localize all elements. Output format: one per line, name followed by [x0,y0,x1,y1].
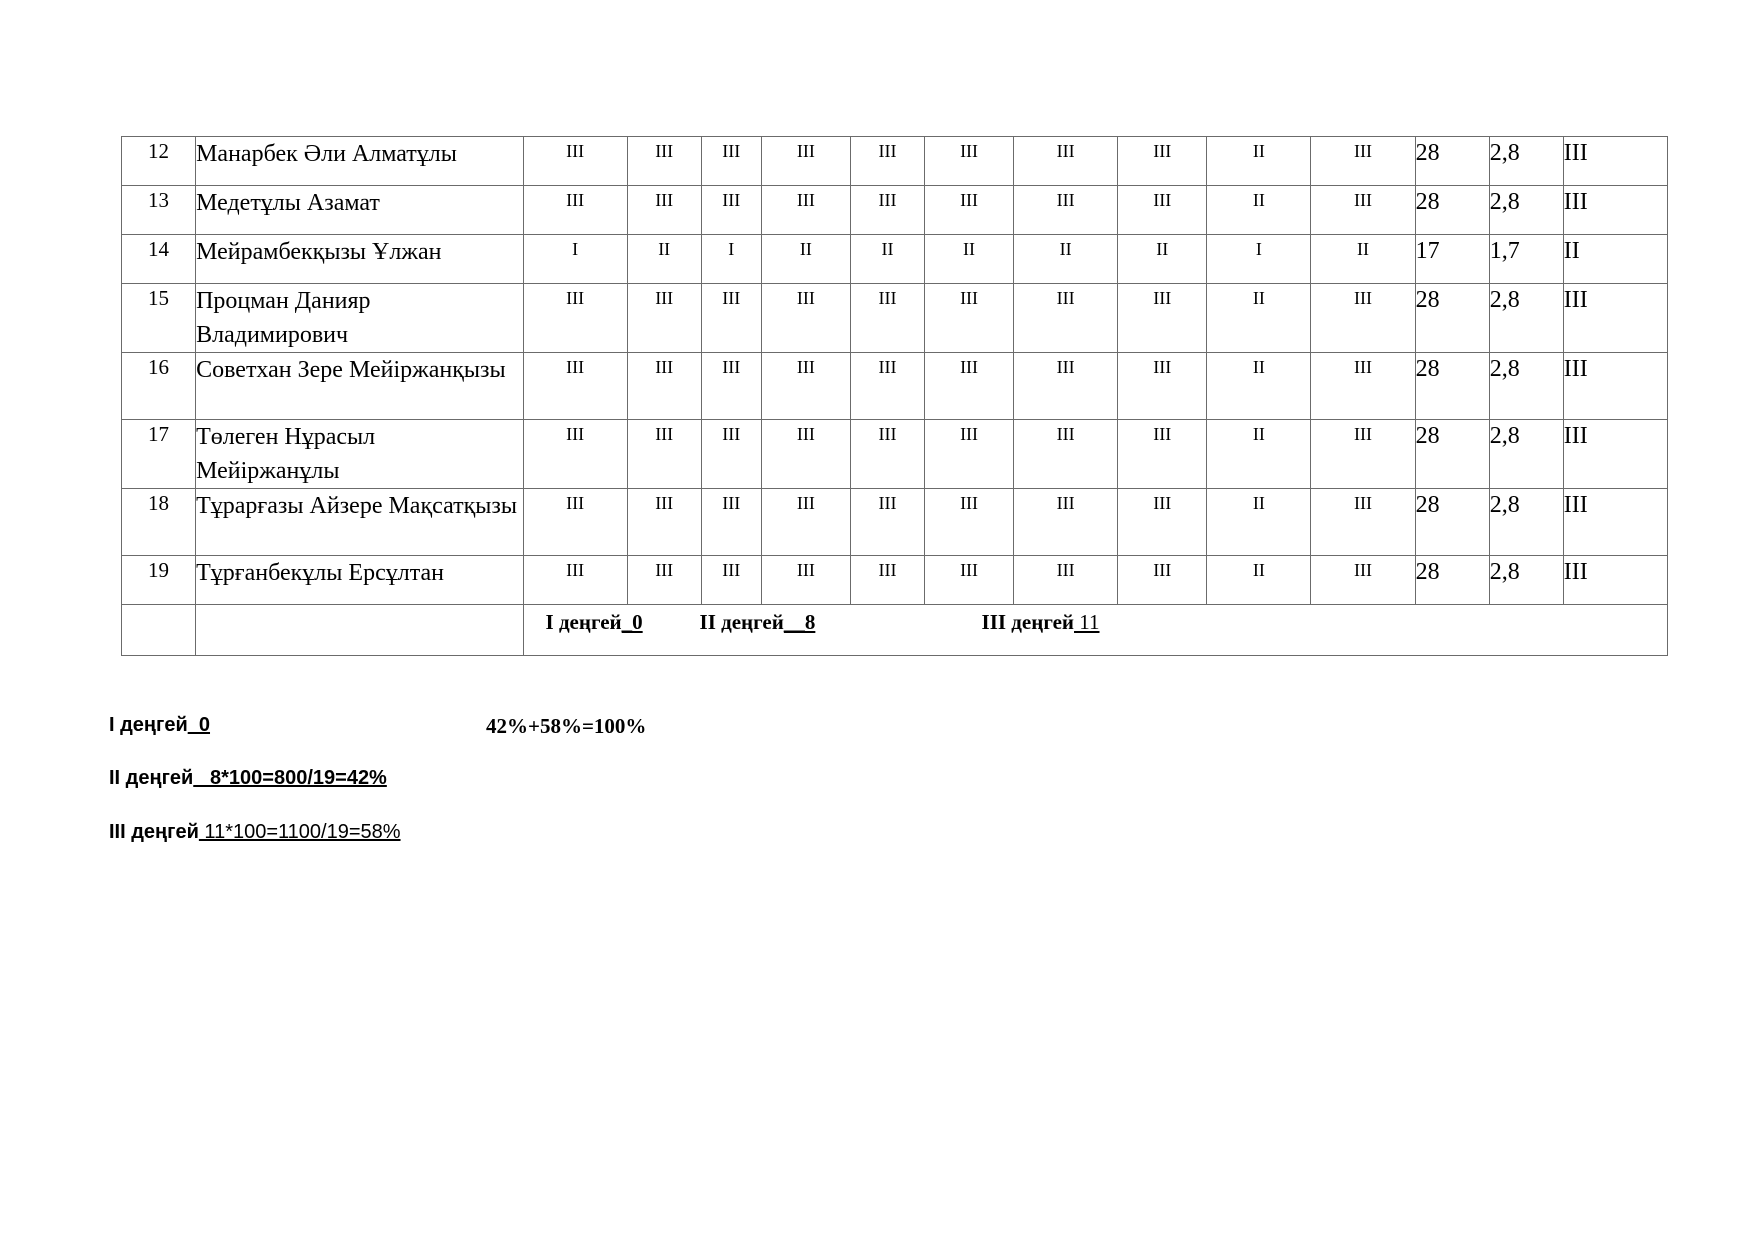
criterion-level: III [1118,556,1207,605]
total-score: 17 [1415,235,1489,284]
row-number: 18 [122,489,196,556]
grades-table [121,136,1668,656]
average-score: 2,8 [1489,556,1563,605]
final-level: III [1563,137,1667,186]
summary-cell [523,605,1667,656]
criterion-level: III [701,353,761,420]
criterion-level: II [627,235,701,284]
calc-level-3-value: 11*100=1100/19=58% [198,821,401,843]
total-score: 28 [1415,489,1489,556]
criterion-level: III [701,137,761,186]
criterion-level: III [1118,137,1207,186]
criterion-level: III [627,489,701,556]
criterion-level: II [761,235,850,284]
criterion-level: I [1207,235,1311,284]
criterion-level: III [523,186,627,235]
criterion-level: III [1311,489,1415,556]
student-name: Медетұлы Азамат [196,186,523,235]
criterion-level: III [925,489,1014,556]
average-score: 2,8 [1489,284,1563,353]
calc-level-3 [109,821,401,844]
student-name: Мейрамбекқызы Ұлжан [196,235,523,284]
criterion-level: III [701,284,761,353]
table-row [122,420,1668,489]
table-body [122,137,1668,605]
criterion-level: III [1118,353,1207,420]
calc-level-3-label: III деңгей [109,821,199,843]
criterion-level: III [701,186,761,235]
table-row [122,235,1668,284]
criterion-level: III [627,284,701,353]
criterion-level: III [627,353,701,420]
criterion-level: III [925,186,1014,235]
criterion-level: III [523,353,627,420]
criterion-level: III [761,137,850,186]
criterion-level: III [761,556,850,605]
criterion-level: III [850,353,924,420]
criterion-level: III [1014,556,1118,605]
row-number: 12 [122,137,196,186]
criterion-level: III [850,489,924,556]
calc-level-1 [109,714,210,737]
criterion-level: III [523,489,627,556]
row-number: 16 [122,353,196,420]
criterion-level: III [925,284,1014,353]
student-name: Төлеген Нұрасыл Мейіржанұлы [196,420,523,489]
average-score: 2,8 [1489,353,1563,420]
criterion-level: III [850,556,924,605]
criterion-level: III [1118,186,1207,235]
criterion-level: III [1118,420,1207,489]
criterion-level: II [1311,235,1415,284]
criterion-level: II [1207,489,1311,556]
calc-total-formula: 42%+58%=100% [486,714,647,738]
criterion-level: III [925,420,1014,489]
table-row [122,137,1668,186]
criterion-level: II [1207,420,1311,489]
student-name: Тұрарғазы Айзере Мақсатқызы [196,489,523,556]
student-name: Тұрғанбекұлы Ерсұлтан [196,556,523,605]
row-number: 17 [122,420,196,489]
final-level: III [1563,556,1667,605]
row-number: 13 [122,186,196,235]
summary-empty-cell [196,605,523,656]
criterion-level: III [1014,186,1118,235]
student-name: Манарбек Әли Алматұлы [196,137,523,186]
calc-level-1-value: _0 [187,714,211,736]
criterion-level: III [761,420,850,489]
criterion-level: III [627,137,701,186]
criterion-level: III [925,353,1014,420]
criterion-level: III [1014,420,1118,489]
criterion-level: III [1014,284,1118,353]
calc-level-2 [109,767,387,790]
criterion-level: III [1118,284,1207,353]
criterion-level: III [925,137,1014,186]
table-row [122,489,1668,556]
table-row [122,556,1668,605]
criterion-level: III [523,556,627,605]
criterion-level: II [1207,556,1311,605]
criterion-level: I [523,235,627,284]
criterion-level: III [850,420,924,489]
criterion-level: III [1311,186,1415,235]
criterion-level: III [1118,489,1207,556]
final-level: III [1563,489,1667,556]
criterion-level: II [1207,353,1311,420]
criterion-level: III [627,420,701,489]
summary-row [122,605,1668,656]
criterion-level: III [1311,420,1415,489]
criterion-level: III [1014,353,1118,420]
criterion-level: III [1311,353,1415,420]
criterion-level: III [1311,284,1415,353]
final-level: III [1563,353,1667,420]
criterion-level: III [523,137,627,186]
row-number: 15 [122,284,196,353]
total-score: 28 [1415,420,1489,489]
average-score: 2,8 [1489,186,1563,235]
criterion-level: III [850,186,924,235]
total-score: 28 [1415,353,1489,420]
criterion-level: III [761,186,850,235]
criterion-level: III [523,284,627,353]
criterion-level: III [1311,137,1415,186]
total-score: 28 [1415,556,1489,605]
table-row [122,284,1668,353]
summary-level-2: II деңгей__8 [699,610,816,634]
criterion-level: II [1207,284,1311,353]
criterion-level: III [523,420,627,489]
criterion-level: II [1014,235,1118,284]
total-score: 28 [1415,137,1489,186]
row-number: 19 [122,556,196,605]
criterion-level: III [1014,137,1118,186]
criterion-level: III [701,420,761,489]
criterion-level: III [627,186,701,235]
summary-level-1: I деңгей_0 [545,610,643,634]
total-score: 28 [1415,186,1489,235]
final-level: II [1563,235,1667,284]
criterion-level: III [1311,556,1415,605]
average-score: 2,8 [1489,420,1563,489]
calc-level-1-label: I деңгей [109,714,188,736]
calc-level-2-label: II деңгей [109,767,194,789]
average-score: 1,7 [1489,235,1563,284]
criterion-level: III [925,556,1014,605]
table-row [122,353,1668,420]
final-level: III [1563,284,1667,353]
criterion-level: III [761,284,850,353]
criterion-level: III [701,556,761,605]
criterion-level: III [627,556,701,605]
criterion-level: II [925,235,1014,284]
criterion-level: II [1207,137,1311,186]
total-score: 28 [1415,284,1489,353]
criterion-level: II [1118,235,1207,284]
criterion-level: II [1207,186,1311,235]
summary-level-3: III деңгей 11 [981,610,1100,634]
criterion-level: III [850,284,924,353]
student-name: Процман Данияр Владимирович [196,284,523,353]
criterion-level: I [701,235,761,284]
criterion-level: II [850,235,924,284]
criterion-level: III [701,489,761,556]
table-row [122,186,1668,235]
student-name: Советхан Зере Мейіржанқызы [196,353,523,420]
criterion-level: III [761,353,850,420]
criterion-level: III [850,137,924,186]
row-number: 14 [122,235,196,284]
criterion-level: III [761,489,850,556]
calc-level-2-value: _ 8*100=800/19=42% [193,767,387,789]
average-score: 2,8 [1489,137,1563,186]
final-level: III [1563,420,1667,489]
criterion-level: III [1014,489,1118,556]
summary-empty-cell [122,605,196,656]
final-level: III [1563,186,1667,235]
average-score: 2,8 [1489,489,1563,556]
